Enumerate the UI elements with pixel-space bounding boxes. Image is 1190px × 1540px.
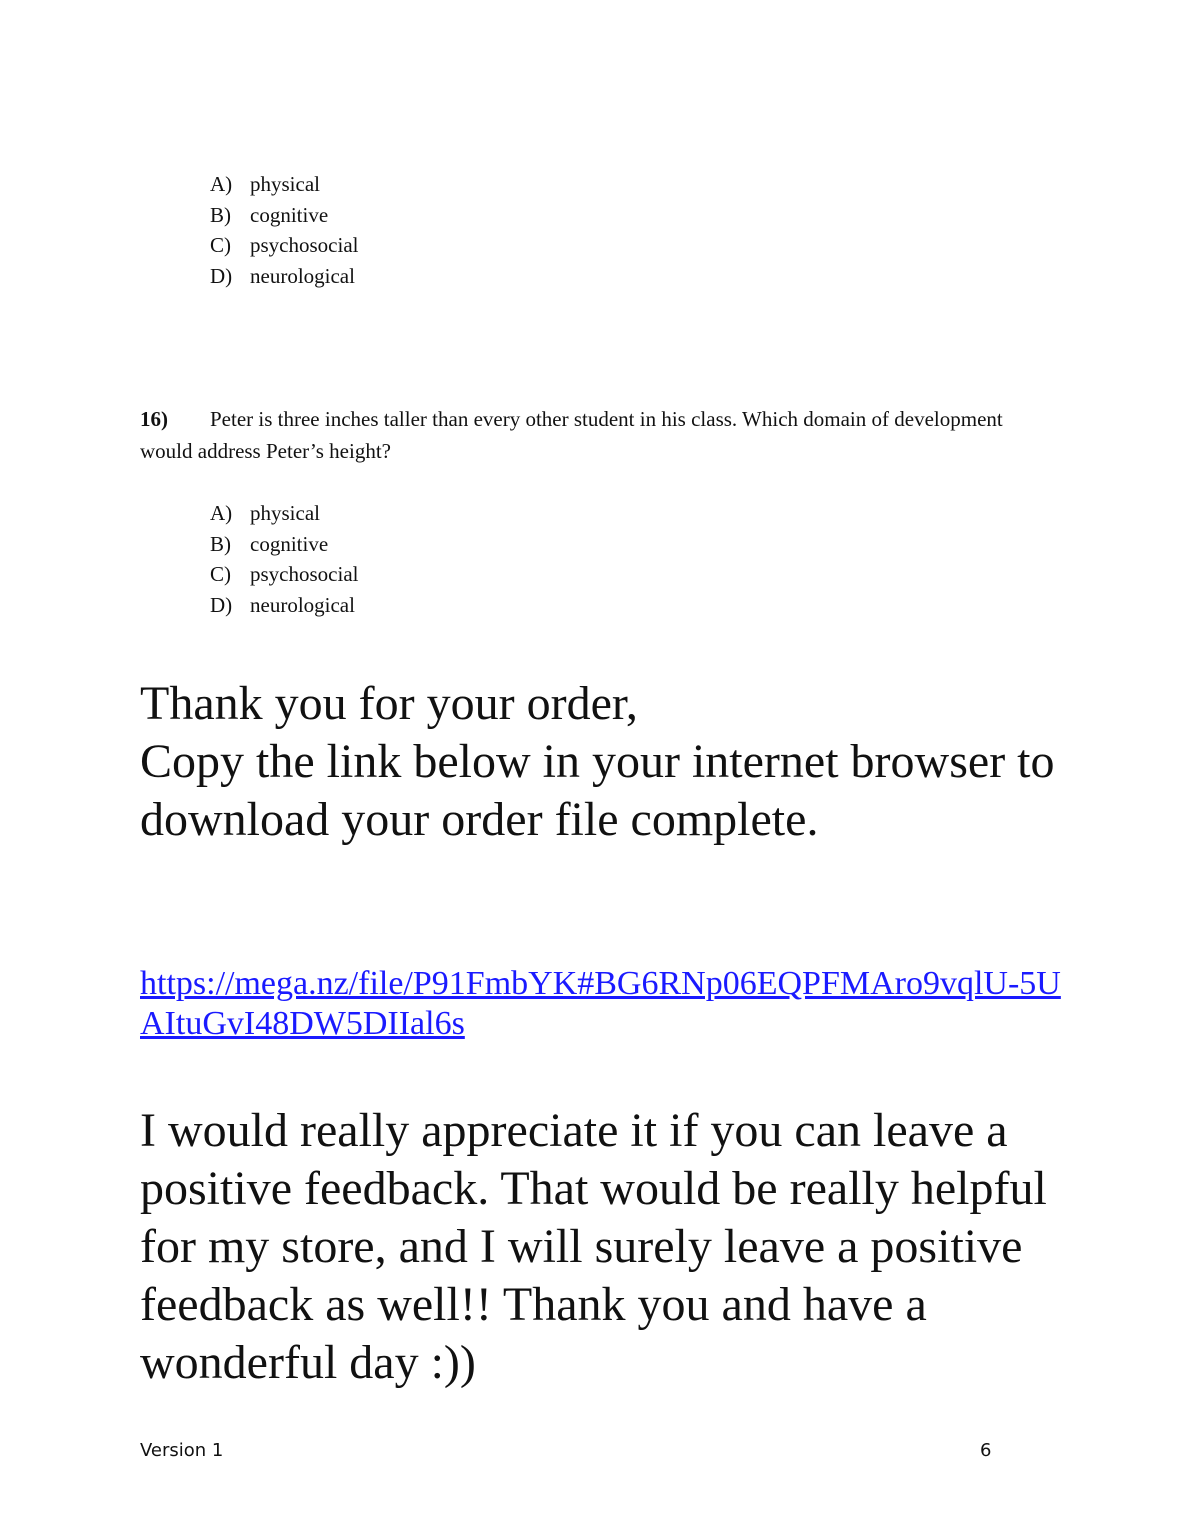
question-number: 16) xyxy=(140,407,168,431)
option-a xyxy=(210,498,358,529)
option-b xyxy=(210,529,358,560)
question-16-options xyxy=(210,498,358,621)
option-text: psychosocial xyxy=(250,562,359,587)
instruction-line: Copy the link below in your internet browser to download your order file complete. xyxy=(140,735,1055,846)
option-c xyxy=(210,559,358,590)
option-letter: D) xyxy=(210,264,233,289)
option-letter: D) xyxy=(210,593,233,618)
option-text: neurological xyxy=(250,593,355,618)
option-d xyxy=(210,590,358,621)
thank-you-message xyxy=(140,675,1060,849)
option-text: neurological xyxy=(250,264,355,289)
page-number: 6 xyxy=(980,1440,992,1461)
option-c xyxy=(210,230,358,261)
option-text: cognitive xyxy=(250,531,329,556)
option-a xyxy=(210,169,358,200)
option-letter: B) xyxy=(210,202,231,227)
feedback-message: I would really appreciate it if you can leave a positive feedback. That would be really helpful for my store, and I will surely leave a positive feedback as well!! Thank you and have a wonderful day :)) xyxy=(140,1104,1047,1389)
option-letter: C) xyxy=(210,562,231,587)
option-letter: C) xyxy=(210,233,231,258)
question-text: Peter is three inches taller than every other student in his class. Which domain of development would address Peter’s height? xyxy=(140,407,1003,463)
option-text: cognitive xyxy=(250,202,329,227)
question-16 xyxy=(140,403,1040,467)
option-b xyxy=(210,200,358,231)
thank-you-line: Thank you for your order, xyxy=(140,677,638,730)
question-15-options xyxy=(210,169,358,292)
option-letter: A) xyxy=(210,501,233,525)
option-letter: B) xyxy=(210,531,231,556)
footer-version: Version 1 xyxy=(140,1440,224,1461)
download-link[interactable]: https://mega.nz/file/P91FmbYK#BG6RNp06EQPFMAro9vqlU-5UAItuGvI48DW5DIIal6s xyxy=(140,965,1061,1042)
option-text: psychosocial xyxy=(250,233,359,258)
option-d xyxy=(210,261,358,292)
option-letter: A) xyxy=(210,172,233,196)
option-text: physical xyxy=(250,172,320,196)
option-text: physical xyxy=(250,501,320,525)
